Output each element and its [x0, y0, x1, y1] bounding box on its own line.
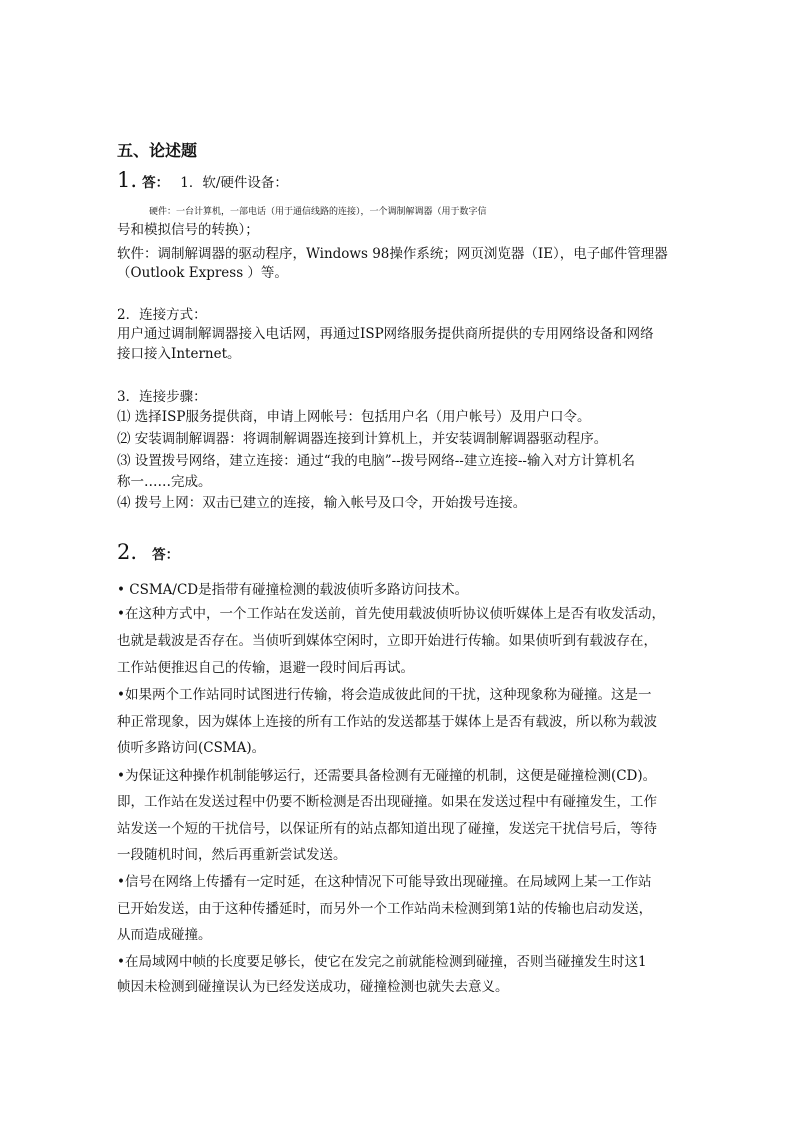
answer-2-line: 帧因未检测到碰撞误认为已经发送成功，碰撞检测也就失去意义。 [117, 979, 509, 995]
hardware-line-1: 硬件：一台计算机，一部电话（用于通信线路的连接），一个调制解调器（用于数字信 [149, 207, 487, 217]
answer-2-number: 2. [117, 540, 138, 564]
answer-2-line: 也就是载波是否存在。当侦听到媒体空闲时，立即开始进行传输。如果侦听到有载波存在， [117, 633, 657, 649]
answer-2-heading [117, 540, 179, 564]
answer-2-line: 工作站便推迟自己的传输，退避一段时间后再试。 [117, 660, 414, 676]
answer-2-line: •在这种方式中，一个工作站在发送前，首先使用载波侦听协议侦听媒体上是否有收发活动， [117, 606, 665, 622]
answer-2-label: 答： [152, 547, 180, 563]
step-line-3: ⑶ 设置拨号网络，建立连接：通过“我的电脑”--拨号网络--建立连接--输入对方计算机名 [117, 453, 635, 469]
hardware-line-2: 号和模拟信号的转换）； [117, 222, 259, 238]
connection-steps-title: 3．连接步骤： [117, 389, 207, 405]
answer-2-line: 站发送一个短的干扰信号，以保证所有的站点都知道出现了碰撞，发送完干扰信号后，等待 [117, 821, 657, 837]
answer-2-line: 一段随机时间，然后再重新尝试发送。 [117, 847, 347, 863]
answer-2-line: 从而造成碰撞。 [117, 927, 212, 943]
answer-1-heading [117, 168, 288, 192]
answer-2-line: •信号在网络上传播有一定时延，在这种情况下可能导致出现碰撞。在局域网上某一工作站 [117, 874, 652, 890]
answer-2-line: 已开始发送，由于这种传播延时，而另外一个工作站尚未检测到第1站的传输也启动发送， [117, 901, 653, 917]
answer-1-label: 答： [142, 175, 170, 191]
hardware-software-heading: 1．软/硬件设备： [180, 175, 288, 191]
answer-2-line: 即，工作站在发送过程中仍要不断检测是否出现碰撞。如果在发送过程中有碰撞发生，工作 [117, 794, 657, 810]
answer-1-number: 1. [117, 168, 138, 192]
connection-method-line-1: 用户通过调制解调器接入电话网，再通过ISP网络服务提供商所提供的专用网络设备和网络 [117, 326, 654, 342]
answer-2-line: 种正常现象，因为媒体上连接的所有工作站的发送都基于媒体上是否有载波，所以称为载波 [117, 714, 657, 730]
step-line-5: ⑷ 拨号上网：双击已建立的连接，输入帐号及口令，开始拨号连接。 [117, 495, 527, 511]
software-line-1: 软件：调制解调器的驱动程序，Windows 98操作系统；网页浏览器（IE），电子邮件管理器 [117, 246, 668, 262]
step-line-4: 称一……完成。 [117, 474, 212, 490]
section-title: 五、论述题 [117, 141, 198, 160]
connection-method-line-2: 接口接入Internet。 [117, 346, 241, 362]
answer-2-line: • CSMA/CD是指带有碰撞检测的载波侦听多路访问技术。 [117, 582, 469, 598]
answer-2-line: •如果两个工作站同时试图进行传输，将会造成彼此间的干扰，这种现象称为碰撞。这是一 [117, 687, 652, 703]
answer-2-line: 侦听多路访问(CSMA)。 [117, 740, 266, 756]
connection-method-title: 2．连接方式： [117, 307, 207, 323]
answer-2-line: •在局域网中帧的长度要足够长，使它在发完之前就能检测到碰撞，否则当碰撞发生时这1 [117, 954, 647, 970]
step-line-1: ⑴ 选择ISP服务提供商，申请上网帐号：包括用户名（用户帐号）及用户口令。 [117, 409, 591, 425]
answer-2-line: •为保证这种操作机制能够运行，还需要具备检测有无碰撞的机制，这便是碰撞检测(CD)。 [117, 768, 657, 784]
step-line-2: ⑵ 安装调制解调器：将调制解调器连接到计算机上，并安装调制解调器驱动程序。 [117, 431, 608, 447]
software-line-2: （Outlook Express ）等。 [117, 265, 288, 281]
